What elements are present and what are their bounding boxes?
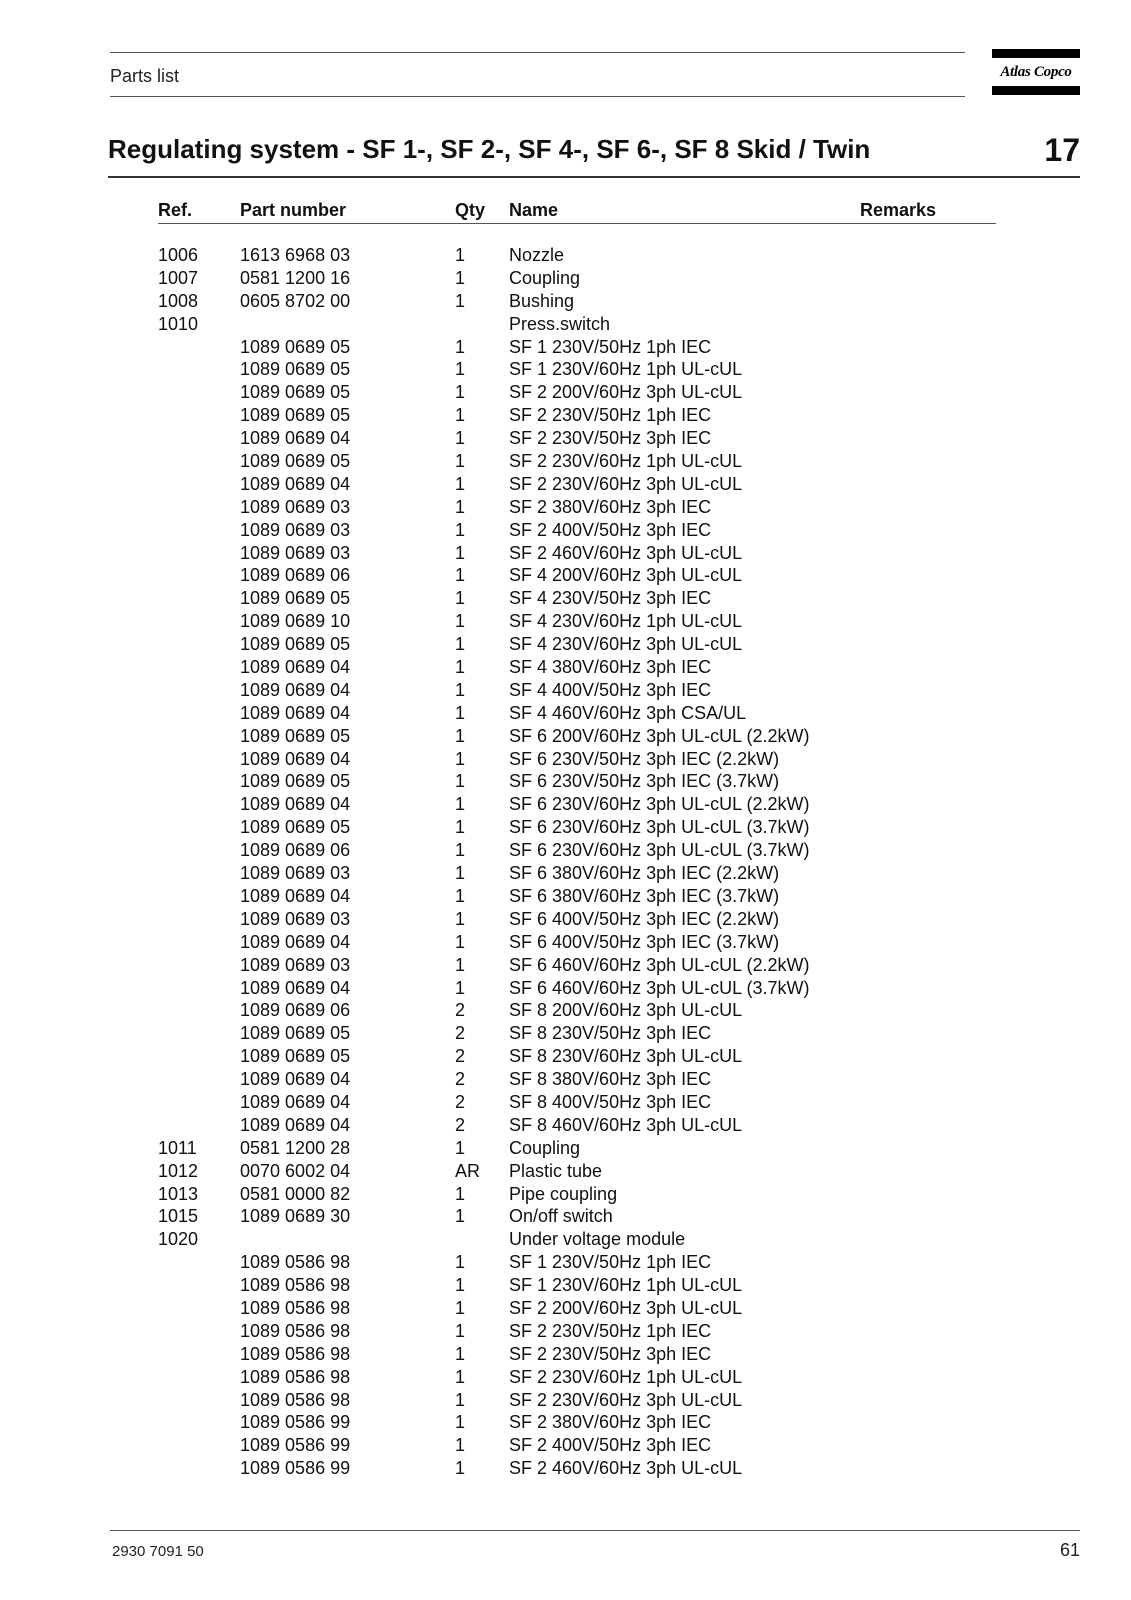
name-cell: SF 2 230V/60Hz 1ph UL-cUL: [509, 1366, 743, 1387]
table-row: [0, 1434, 1131, 1457]
qty-cell: 1: [455, 1252, 466, 1273]
header-bottom-rule: [110, 96, 965, 97]
qty-cell: 1: [455, 336, 466, 357]
name-cell: SF 4 230V/50Hz 3ph IEC: [509, 588, 712, 609]
qty-cell: 1: [455, 405, 466, 426]
column-header-remarks: Remarks: [860, 200, 937, 220]
table-row: [0, 748, 1131, 771]
ref-cell: 1012: [158, 1160, 199, 1181]
name-cell: SF 2 380V/60Hz 3ph IEC: [509, 1412, 712, 1433]
qty-cell: 1: [455, 519, 466, 540]
qty-cell: 1: [455, 611, 466, 632]
name-cell: SF 8 230V/60Hz 3ph UL-cUL: [509, 1046, 743, 1067]
part-number-cell: 1089 0586 98: [240, 1389, 351, 1410]
part-number-cell: 1089 0689 05: [240, 725, 351, 746]
name-cell: SF 6 230V/60Hz 3ph UL-cUL (2.2kW): [509, 794, 810, 815]
name-cell: Bushing: [509, 290, 575, 311]
name-cell: SF 4 380V/60Hz 3ph IEC: [509, 657, 712, 678]
ref-cell: 1007: [158, 267, 199, 288]
footer-rule: [110, 1530, 1080, 1531]
qty-cell: 1: [455, 473, 466, 494]
name-cell: SF 2 200V/60Hz 3ph UL-cUL: [509, 382, 743, 403]
header-label: Parts list: [110, 66, 180, 86]
name-cell: SF 2 400V/50Hz 3ph IEC: [509, 1435, 712, 1456]
name-cell: SF 6 460V/60Hz 3ph UL-cUL (3.7kW): [509, 977, 810, 998]
table-row: [0, 770, 1131, 793]
name-cell: SF 8 200V/60Hz 3ph UL-cUL: [509, 1000, 743, 1021]
part-number-cell: 1089 0689 04: [240, 794, 351, 815]
table-row: [0, 404, 1131, 427]
part-number-cell: 1089 0689 04: [240, 931, 351, 952]
part-number-cell: 1089 0689 03: [240, 954, 351, 975]
qty-cell: 1: [455, 1366, 466, 1387]
name-cell: SF 4 200V/60Hz 3ph UL-cUL: [509, 565, 743, 586]
table-row: [0, 1343, 1131, 1366]
table-row: [0, 1045, 1131, 1068]
qty-cell: 1: [455, 1412, 466, 1433]
name-cell: SF 2 230V/60Hz 3ph UL-cUL: [509, 1389, 743, 1410]
table-row: [0, 496, 1131, 519]
qty-cell: 2: [455, 1069, 466, 1090]
qty-cell: AR: [455, 1160, 481, 1181]
column-header-rule: [158, 223, 996, 224]
qty-cell: 1: [455, 657, 466, 678]
part-number-cell: 1089 0689 10: [240, 611, 351, 632]
name-cell: Coupling: [509, 1137, 581, 1158]
part-number-cell: 1613 6968 03: [240, 245, 351, 265]
name-cell: SF 2 230V/60Hz 3ph UL-cUL: [509, 473, 743, 494]
table-row: [0, 519, 1131, 542]
table-row: [0, 1274, 1131, 1297]
qty-cell: 1: [455, 1343, 466, 1364]
name-cell: SF 2 230V/60Hz 1ph UL-cUL: [509, 451, 743, 472]
table-row: [0, 1320, 1131, 1343]
name-cell: SF 6 230V/60Hz 3ph UL-cUL (3.7kW): [509, 840, 810, 861]
header-top-rule: [110, 52, 965, 53]
part-number-cell: 1089 0689 06: [240, 840, 351, 861]
qty-cell: 1: [455, 1206, 466, 1227]
part-number-cell: 1089 0689 04: [240, 702, 351, 723]
part-number-cell: 1089 0689 04: [240, 1091, 351, 1112]
table-row: [0, 427, 1131, 450]
name-cell: On/off switch: [509, 1206, 613, 1227]
name-cell: SF 2 230V/50Hz 3ph IEC: [509, 428, 712, 449]
qty-cell: 1: [455, 290, 466, 311]
qty-cell: 2: [455, 1091, 466, 1112]
qty-cell: 1: [455, 267, 466, 288]
qty-cell: 1: [455, 1183, 466, 1204]
table-row: [0, 1091, 1131, 1114]
part-number-cell: 1089 0689 03: [240, 863, 351, 884]
footer-page-number: 61: [1059, 1540, 1080, 1560]
table-row: [0, 313, 1131, 336]
qty-cell: 1: [455, 679, 466, 700]
table-row: [0, 1389, 1131, 1412]
part-number-cell: 1089 0586 98: [240, 1275, 351, 1296]
qty-cell: 2: [455, 1023, 466, 1044]
name-cell: SF 1 230V/50Hz 1ph IEC: [509, 336, 712, 357]
ref-cell: 1011: [158, 1137, 197, 1158]
name-cell: SF 8 460V/60Hz 3ph UL-cUL: [509, 1114, 743, 1135]
name-cell: SF 8 400V/50Hz 3ph IEC: [509, 1091, 712, 1112]
table-row: [0, 679, 1131, 702]
ref-cell: 1008: [158, 290, 199, 311]
qty-cell: 1: [455, 542, 466, 563]
part-number-cell: 0581 1200 16: [240, 267, 351, 288]
qty-cell: 1: [455, 245, 466, 265]
qty-cell: 1: [455, 702, 466, 723]
name-cell: SF 6 230V/50Hz 3ph IEC (3.7kW): [509, 771, 780, 792]
part-number-cell: 1089 0689 05: [240, 817, 351, 838]
qty-cell: 1: [455, 1275, 466, 1296]
qty-cell: 1: [455, 1435, 466, 1456]
part-number-cell: 1089 0586 98: [240, 1343, 351, 1364]
table-row: [0, 1114, 1131, 1137]
name-cell: Nozzle: [509, 245, 565, 265]
part-number-cell: 1089 0689 05: [240, 1023, 351, 1044]
part-number-cell: 1089 0689 05: [240, 634, 351, 655]
qty-cell: 1: [455, 1320, 466, 1341]
part-number-cell: 1089 0689 05: [240, 336, 351, 357]
name-cell: Pipe coupling: [509, 1183, 618, 1204]
table-row: [0, 885, 1131, 908]
table-row: [0, 1366, 1131, 1389]
table-row: [0, 954, 1131, 977]
qty-cell: 1: [455, 1297, 466, 1318]
part-number-cell: 1089 0689 04: [240, 977, 351, 998]
part-number-cell: 1089 0689 05: [240, 451, 351, 472]
qty-cell: 1: [455, 634, 466, 655]
name-cell: SF 6 380V/60Hz 3ph IEC (2.2kW): [509, 863, 780, 884]
table-row: [0, 1022, 1131, 1045]
qty-cell: 1: [455, 863, 466, 884]
name-cell: SF 8 230V/50Hz 3ph IEC: [509, 1023, 712, 1044]
part-number-cell: 1089 0689 04: [240, 1114, 351, 1135]
part-number-cell: 1089 0689 30: [240, 1206, 351, 1227]
name-cell: SF 6 400V/50Hz 3ph IEC (3.7kW): [509, 931, 780, 952]
table-row: [0, 977, 1131, 1000]
table-row: [0, 908, 1131, 931]
part-number-cell: 1089 0689 03: [240, 542, 351, 563]
part-number-cell: 0605 8702 00: [240, 290, 351, 311]
part-number-cell: 0581 0000 82: [240, 1183, 351, 1204]
part-number-cell: 0581 1200 28: [240, 1137, 351, 1158]
table-row: [0, 862, 1131, 885]
name-cell: SF 4 230V/60Hz 1ph UL-cUL: [509, 611, 743, 632]
name-cell: SF 1 230V/50Hz 1ph IEC: [509, 1252, 712, 1273]
ref-cell: 1013: [158, 1183, 199, 1204]
qty-cell: 1: [455, 725, 466, 746]
table-row: [0, 1411, 1131, 1434]
parts-table: [0, 244, 1131, 1480]
part-number-cell: 1089 0689 03: [240, 908, 351, 929]
name-cell: SF 4 230V/60Hz 3ph UL-cUL: [509, 634, 743, 655]
qty-cell: 1: [455, 382, 466, 403]
name-cell: SF 2 230V/50Hz 1ph IEC: [509, 1320, 712, 1341]
part-number-cell: 1089 0689 04: [240, 885, 351, 906]
table-row: [0, 656, 1131, 679]
qty-cell: 1: [455, 359, 466, 380]
atlas-copco-logo: [992, 49, 1080, 95]
name-cell: Under voltage module: [509, 1229, 686, 1250]
qty-cell: 1: [455, 1458, 466, 1479]
table-row: [0, 1251, 1131, 1274]
table-row: [0, 931, 1131, 954]
name-cell: SF 2 380V/60Hz 3ph IEC: [509, 496, 712, 517]
name-cell: SF 2 200V/60Hz 3ph UL-cUL: [509, 1297, 743, 1318]
ref-cell: 1010: [158, 313, 199, 334]
part-number-cell: 1089 0586 98: [240, 1366, 351, 1387]
table-row: [0, 358, 1131, 381]
part-number-cell: 1089 0689 04: [240, 473, 351, 494]
part-number-cell: 1089 0689 05: [240, 359, 351, 380]
part-number-cell: 1089 0689 04: [240, 1069, 351, 1090]
logo-wordmark: Atlas Copco: [1000, 64, 1072, 80]
part-number-cell: 0070 6002 04: [240, 1160, 351, 1181]
qty-cell: 2: [455, 1000, 466, 1021]
table-row: [0, 1183, 1131, 1206]
table-row: [0, 610, 1131, 633]
qty-cell: 1: [455, 977, 466, 998]
name-cell: SF 6 200V/60Hz 3ph UL-cUL (2.2kW): [509, 725, 810, 746]
table-row: [0, 473, 1131, 496]
table-row: [0, 633, 1131, 656]
qty-cell: 1: [455, 1389, 466, 1410]
table-row: [0, 244, 1131, 267]
qty-cell: 1: [455, 885, 466, 906]
name-cell: SF 6 400V/50Hz 3ph IEC (2.2kW): [509, 908, 780, 929]
table-row: [0, 1297, 1131, 1320]
part-number-cell: 1089 0689 04: [240, 679, 351, 700]
part-number-cell: 1089 0586 99: [240, 1435, 351, 1456]
name-cell: SF 2 460V/60Hz 3ph UL-cUL: [509, 542, 743, 563]
part-number-cell: 1089 0586 99: [240, 1458, 351, 1479]
part-number-cell: 1089 0586 98: [240, 1297, 351, 1318]
table-row: [0, 564, 1131, 587]
table-row: [0, 381, 1131, 404]
name-cell: SF 4 460V/60Hz 3ph CSA/UL: [509, 702, 747, 723]
table-row: [0, 1228, 1131, 1251]
name-cell: SF 1 230V/60Hz 1ph UL-cUL: [509, 359, 743, 380]
name-cell: SF 4 400V/50Hz 3ph IEC: [509, 679, 712, 700]
qty-cell: 1: [455, 908, 466, 929]
part-number-cell: 1089 0689 05: [240, 405, 351, 426]
column-header-name: Name: [509, 200, 559, 220]
table-row: [0, 1068, 1131, 1091]
logo-bottom-bar: [992, 86, 1080, 95]
part-number-cell: 1089 0689 06: [240, 1000, 351, 1021]
table-row: [0, 450, 1131, 473]
section-number: 17: [1044, 132, 1080, 168]
table-row: [0, 267, 1131, 290]
qty-cell: 1: [455, 794, 466, 815]
name-cell: SF 6 380V/60Hz 3ph IEC (3.7kW): [509, 885, 780, 906]
qty-cell: 1: [455, 748, 466, 769]
name-cell: SF 2 400V/50Hz 3ph IEC: [509, 519, 712, 540]
table-row: [0, 587, 1131, 610]
qty-cell: 1: [455, 451, 466, 472]
part-number-cell: 1089 0689 03: [240, 496, 351, 517]
part-number-cell: 1089 0689 03: [240, 519, 351, 540]
footer-doc-number: 2930 7091 50: [112, 1543, 204, 1560]
table-row: [0, 702, 1131, 725]
name-cell: SF 2 230V/50Hz 3ph IEC: [509, 1343, 712, 1364]
part-number-cell: 1089 0586 99: [240, 1412, 351, 1433]
name-cell: SF 6 460V/60Hz 3ph UL-cUL (2.2kW): [509, 954, 810, 975]
qty-cell: 1: [455, 840, 466, 861]
table-row: [0, 725, 1131, 748]
qty-cell: 1: [455, 931, 466, 952]
qty-cell: 1: [455, 588, 466, 609]
table-row: [0, 1160, 1131, 1183]
qty-cell: 1: [455, 817, 466, 838]
name-cell: SF 1 230V/60Hz 1ph UL-cUL: [509, 1275, 743, 1296]
qty-cell: 1: [455, 565, 466, 586]
column-header-qty: Qty: [455, 200, 486, 220]
name-cell: SF 2 230V/50Hz 1ph IEC: [509, 405, 712, 426]
table-row: [0, 542, 1131, 565]
part-number-cell: 1089 0586 98: [240, 1252, 351, 1273]
name-cell: Press.switch: [509, 313, 611, 334]
qty-cell: 2: [455, 1114, 466, 1135]
part-number-cell: 1089 0586 98: [240, 1320, 351, 1341]
name-cell: SF 8 380V/60Hz 3ph IEC: [509, 1069, 712, 1090]
part-number-cell: 1089 0689 05: [240, 588, 351, 609]
table-row: [0, 290, 1131, 313]
table-row: [0, 1205, 1131, 1228]
qty-cell: 1: [455, 1137, 466, 1158]
name-cell: SF 6 230V/50Hz 3ph IEC (2.2kW): [509, 748, 780, 769]
section-title: Regulating system - SF 1-, SF 2-, SF 4-, SF 6-, SF 8 Skid / Twin: [108, 134, 871, 164]
ref-cell: 1015: [158, 1206, 199, 1227]
table-row: [0, 816, 1131, 839]
part-number-cell: 1089 0689 04: [240, 657, 351, 678]
part-number-cell: 1089 0689 04: [240, 748, 351, 769]
table-row: [0, 793, 1131, 816]
ref-cell: 1006: [158, 245, 199, 265]
logo-top-bar: [992, 49, 1080, 58]
name-cell: SF 6 230V/60Hz 3ph UL-cUL (3.7kW): [509, 817, 810, 838]
qty-cell: 2: [455, 1046, 466, 1067]
table-row: [0, 1137, 1131, 1160]
name-cell: Coupling: [509, 267, 581, 288]
qty-cell: 1: [455, 954, 466, 975]
name-cell: SF 2 460V/60Hz 3ph UL-cUL: [509, 1458, 743, 1479]
ref-cell: 1020: [158, 1229, 199, 1250]
name-cell: Plastic tube: [509, 1160, 603, 1181]
table-row: [0, 839, 1131, 862]
qty-cell: 1: [455, 496, 466, 517]
column-header-ref: Ref.: [158, 200, 193, 220]
table-row: [0, 1457, 1131, 1480]
section-rule: [108, 176, 1080, 178]
table-row: [0, 999, 1131, 1022]
part-number-cell: 1089 0689 05: [240, 382, 351, 403]
part-number-cell: 1089 0689 05: [240, 771, 351, 792]
qty-cell: 1: [455, 771, 466, 792]
part-number-cell: 1089 0689 04: [240, 428, 351, 449]
table-row: [0, 336, 1131, 359]
column-header-part-number: Part number: [240, 200, 347, 220]
qty-cell: 1: [455, 428, 466, 449]
part-number-cell: 1089 0689 05: [240, 1046, 351, 1067]
part-number-cell: 1089 0689 06: [240, 565, 351, 586]
